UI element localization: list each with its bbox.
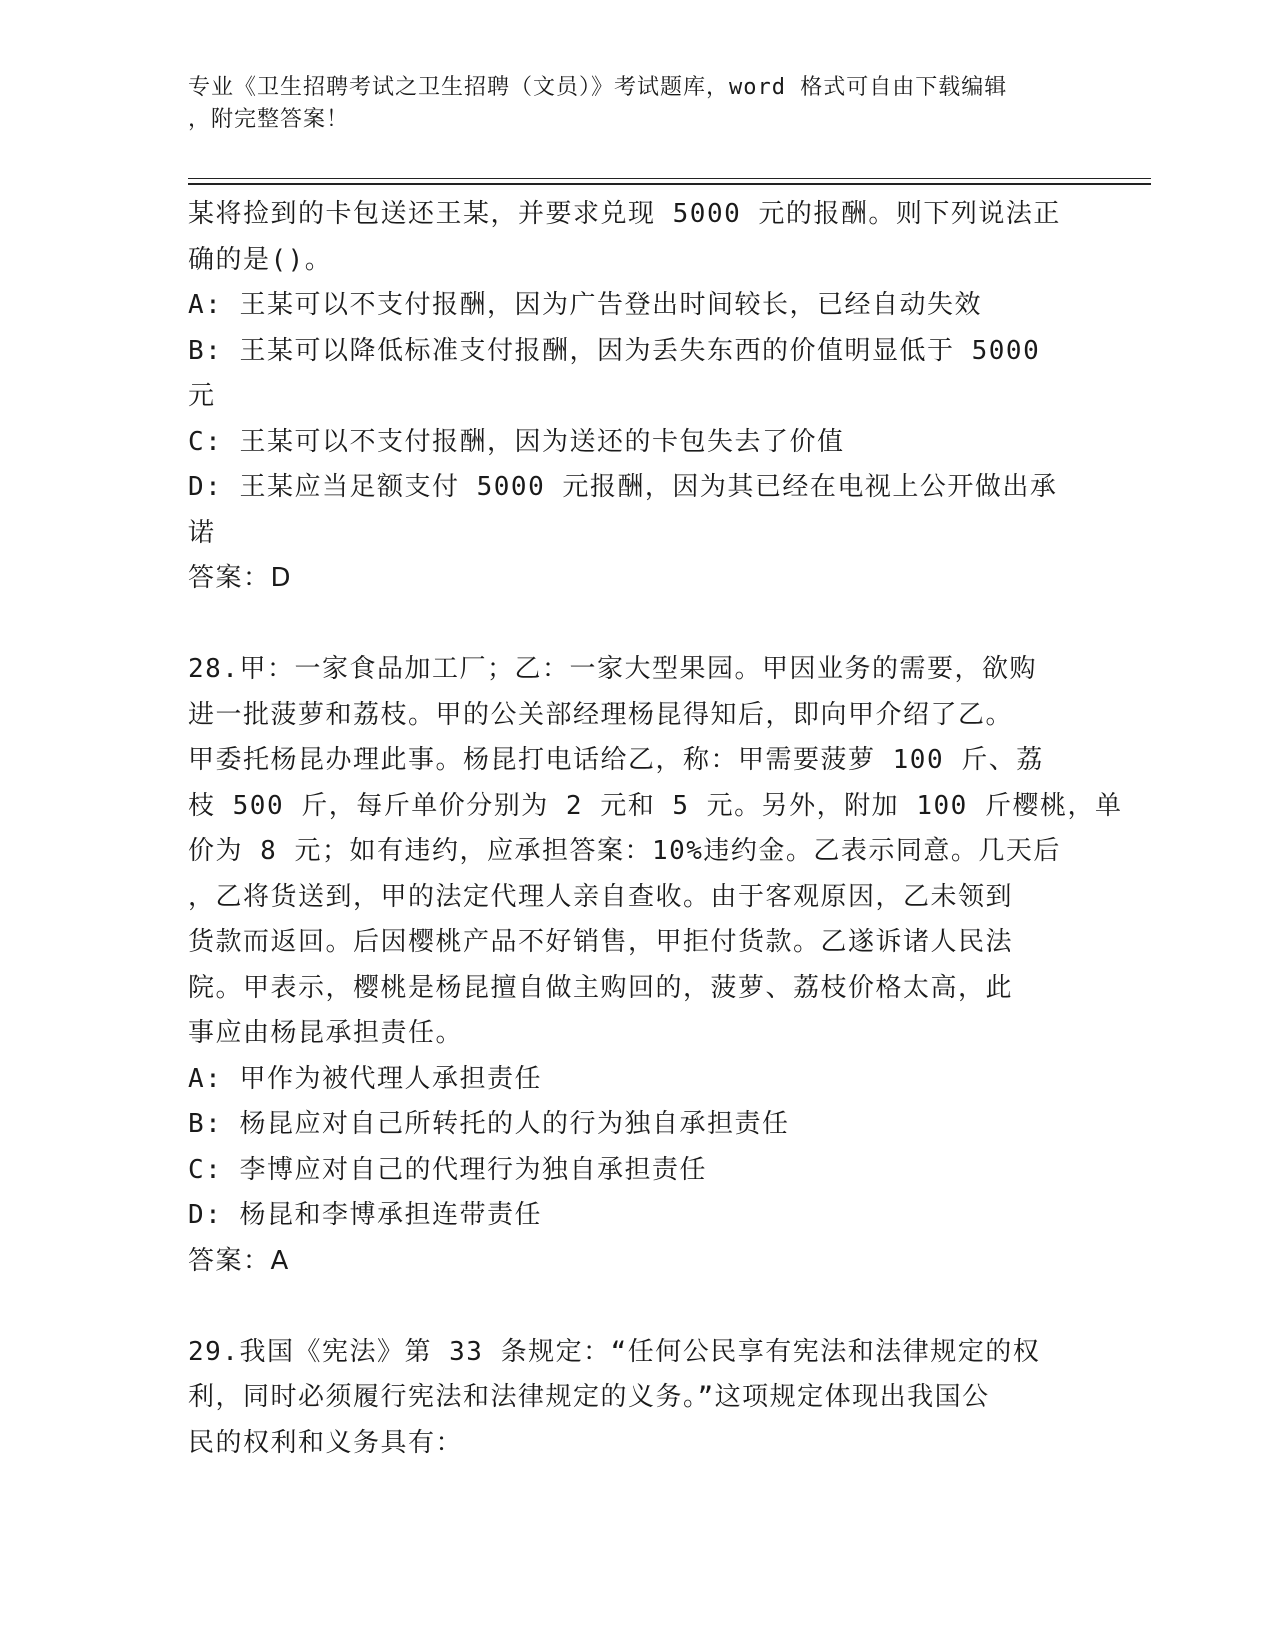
question-stem-line: 枝 500 斤，每斤单价分别为 2 元和 5 元。另外，附加 100 斤樱桃，单	[188, 790, 1123, 821]
question-29	[188, 1330, 1088, 1467]
option-d: D: 王某应当足额支付 5000 元报酬，因为其已经在电视上公开做出承	[188, 472, 1058, 502]
header-divider-thin	[188, 178, 1151, 179]
spacer	[188, 602, 1088, 648]
header-title-line-1: 专业《卫生招聘考试之卫生招聘（文员）》考试题库，word 格式可自由下载编辑	[188, 75, 1008, 100]
page-header	[188, 72, 1088, 136]
question-stem-line: 利，同时必须履行宪法和法律规定的义务。”这项规定体现出我国公	[188, 1382, 990, 1412]
question-27	[188, 192, 1088, 602]
question-stem-line: 甲委托杨昆办理此事。杨昆打电话给乙，称：甲需要菠萝 100 斤、荔	[188, 745, 1044, 775]
question-28	[188, 647, 1123, 1284]
spacer	[188, 1284, 1088, 1330]
option-b: B: 杨昆应对自己所转托的人的行为独自承担责任	[188, 1109, 790, 1139]
question-stem-line: 事应由杨昆承担责任。	[188, 1018, 464, 1048]
option-d: D: 杨昆和李博承担连带责任	[188, 1200, 542, 1230]
question-stem-line: 进一批菠萝和荔枝。甲的公关部经理杨昆得知后，即向甲介绍了乙。	[188, 699, 1014, 730]
question-stem-line: 29.我国《宪法》第 33 条规定：“任何公民享有宪法和法律规定的权	[188, 1336, 1041, 1367]
option-a: A: 王某可以不支付报酬，因为广告登出时间较长，已经自动失效	[188, 290, 982, 320]
option-d-continued: 诺	[188, 517, 216, 548]
question-stem-line: 某将捡到的卡包送还王某，并要求兑现 5000 元的报酬。则下列说法正	[188, 199, 1061, 229]
question-stem-line: 价为 8 元；如有违约，应承担答案：10%违约金。乙表示同意。几天后	[188, 836, 1061, 866]
question-stem-line: ，乙将货送到，甲的法定代理人亲自查收。由于客观原因，乙未领到	[188, 881, 1014, 912]
answer-label: 答案：A	[188, 1245, 290, 1276]
question-stem-line: 28.甲：一家食品加工厂；乙：一家大型果园。甲因业务的需要，欲购	[188, 654, 1037, 684]
question-stem-line: 院。甲表示，樱桃是杨昆擅自做主购回的，菠萝、荔枝价格太高，此	[188, 972, 1014, 1003]
question-stem-line: 民的权利和义务具有：	[188, 1427, 464, 1458]
header-title-line-2: ，附完整答案！	[188, 107, 350, 132]
document-body	[188, 192, 1123, 1466]
option-b-continued: 元	[188, 381, 216, 411]
header-divider-thick	[188, 183, 1151, 185]
question-stem-line: 确的是()。	[188, 244, 333, 275]
option-c: C: 王某可以不支付报酬，因为送还的卡包失去了价值	[188, 426, 845, 457]
option-a: A: 甲作为被代理人承担责任	[188, 1063, 542, 1094]
option-b: B: 王某可以降低标准支付报酬，因为丢失东西的价值明显低于 5000	[188, 335, 1041, 366]
option-c: C: 李博应对自己的代理行为独自承担责任	[188, 1154, 707, 1185]
answer-label: 答案：D	[188, 563, 293, 593]
question-stem-line: 货款而返回。后因樱桃产品不好销售，甲拒付货款。乙遂诉诸人民法	[188, 927, 1014, 957]
